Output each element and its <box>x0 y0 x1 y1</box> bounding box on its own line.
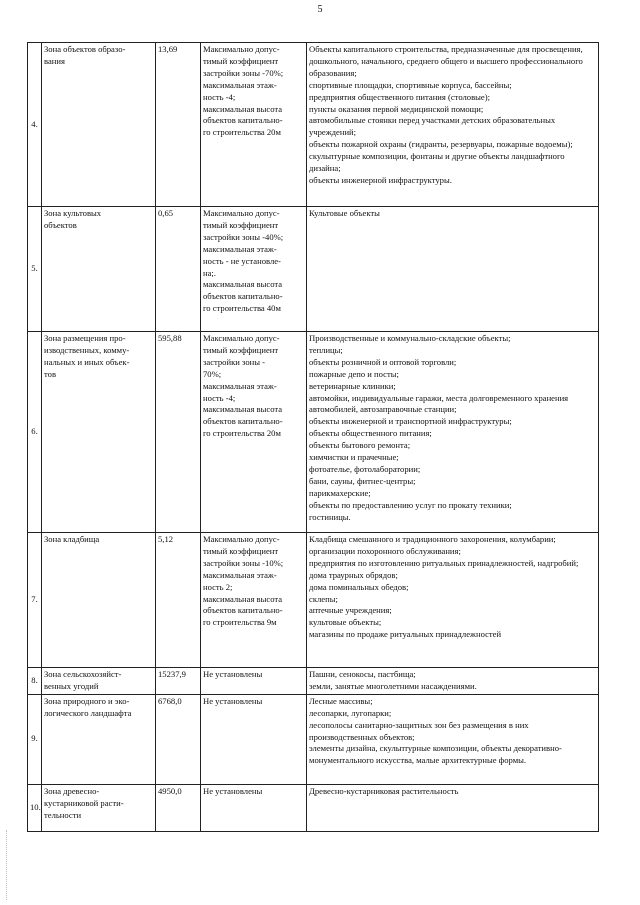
zone-row <box>28 207 599 332</box>
zone-line: тов <box>44 368 56 379</box>
uses-line: скульптурные композиции, фонтаны и другие объекты ландшафтного дизайна; <box>309 151 565 174</box>
uses-line: спортивные площадки, спортивные корпуса, бассейны; <box>309 79 512 90</box>
zone-name <box>42 533 156 668</box>
zone-name <box>42 43 156 207</box>
zone-parameters <box>201 694 307 784</box>
zone-line: Зона культовых <box>44 208 102 218</box>
params-line: максимальная этаж- <box>203 79 277 90</box>
params-line: тимый коэффициент <box>203 55 279 66</box>
uses-line: ветеринарные клиники; <box>309 380 396 391</box>
zone-line: тельности <box>44 809 82 820</box>
zone-parameters <box>201 784 307 831</box>
params-line: Максимально допус- <box>203 44 280 54</box>
zone-row <box>28 332 599 533</box>
uses-line: Лесные массивы; <box>309 695 373 706</box>
params-line: Максимально допус- <box>203 208 280 218</box>
permitted-uses <box>307 332 599 533</box>
uses-line: теплицы; <box>309 344 343 355</box>
params-line: застройки зоны - <box>203 356 266 367</box>
params-line: Не установлены <box>203 669 263 679</box>
zone-line: кустарниковой расти- <box>44 797 124 808</box>
zone-line: Зона природного и эко- <box>44 695 130 706</box>
params-line: застройки зоны -70%; <box>203 67 284 78</box>
zone-name <box>42 668 156 695</box>
uses-line: объекты пожарной охраны (гидранты, резервуары, пожарные водоемы); <box>309 139 573 150</box>
params-line: объектов капитально- <box>203 115 283 126</box>
uses-line: объекты бытового ремонта; <box>309 440 411 451</box>
zone-name <box>42 207 156 332</box>
scan-margin-mark <box>6 830 8 900</box>
zone-line: объектов <box>44 219 77 230</box>
params-line: ность 2; <box>203 581 233 592</box>
zone-line: Зона сельскохозяйст- <box>44 669 122 679</box>
permitted-uses <box>307 668 599 695</box>
uses-line: Объекты капитального строительства, предназначенные для просвещения, дошкольного, начального, среднего общего и высшего профессионального образования; <box>309 44 583 78</box>
params-line: объектов капитально- <box>203 416 283 427</box>
zone-area: 595,88 <box>156 332 201 533</box>
params-line: объектов капитально- <box>203 291 283 302</box>
params-line: ность -4; <box>203 91 236 102</box>
uses-line: культовые объекты; <box>309 617 382 628</box>
zone-row <box>28 694 599 784</box>
uses-line: Культовые объекты <box>309 208 380 218</box>
zones-table <box>27 42 599 832</box>
uses-line: Кладбища смешанного и традиционного захоронения, колумбарии; <box>309 534 556 544</box>
params-line: го строительства 20м <box>203 428 281 439</box>
params-line: максимальная высота <box>203 404 283 415</box>
params-line: Максимально допус- <box>203 534 280 544</box>
zone-parameters <box>201 332 307 533</box>
params-line: 70%; <box>203 368 222 379</box>
zone-line: Зона объектов образо- <box>44 44 126 54</box>
uses-line: объекты общественного питания; <box>309 428 432 439</box>
zone-line: вания <box>44 55 65 66</box>
params-line: го строительства 20м <box>203 127 281 138</box>
uses-line: лесополосы санитарно-защитных зон без размещения в них производственных объектов; <box>309 719 529 742</box>
params-line: тимый коэффициент <box>203 219 279 230</box>
zone-line: Зона древесно- <box>44 785 100 796</box>
uses-line: дома поминальных обедов; <box>309 581 409 592</box>
params-line: тимый коэффициент <box>203 545 279 556</box>
permitted-uses <box>307 694 599 784</box>
zone-row <box>28 668 599 695</box>
zone-area: 15237,9 <box>156 668 201 695</box>
zone-area: 0,65 <box>156 207 201 332</box>
uses-line: элементы дизайна, скульптурные композиции, объекты декоративно-монументального искусства, малые архитектурные формы. <box>309 743 562 766</box>
zone-row <box>28 43 599 207</box>
zone-parameters <box>201 533 307 668</box>
permitted-uses <box>307 533 599 668</box>
zones-table-body <box>28 43 599 832</box>
params-line: го строительства 9м <box>203 617 277 628</box>
uses-line: объекты инженерной и транспортной инфраструктуры; <box>309 416 512 427</box>
zone-area: 13,69 <box>156 43 201 207</box>
params-line: тимый коэффициент <box>203 344 279 355</box>
params-line: застройки зоны -10%; <box>203 557 284 568</box>
params-line: Не установлены <box>203 695 263 706</box>
uses-line: Древесно-кустарниковая растительность <box>309 785 459 796</box>
uses-line: предприятия общественного питания (столовые); <box>309 91 490 102</box>
params-line: максимальная высота <box>203 279 283 290</box>
zone-parameters <box>201 668 307 695</box>
uses-line: объекты по предоставлению услуг по прокату техники; <box>309 499 512 510</box>
uses-line: химчистки и прачечные; <box>309 452 399 463</box>
zone-parameters <box>201 43 307 207</box>
uses-line: лесопарки, лугопарки; <box>309 707 392 718</box>
uses-line: дома траурных обрядов; <box>309 569 398 580</box>
zone-line: изводственных, комму- <box>44 344 130 355</box>
page-number: 5 <box>317 4 323 15</box>
params-line: максимальная высота <box>203 103 283 114</box>
row-number: 10. <box>28 784 42 831</box>
params-line: ность - не установле- <box>203 255 281 266</box>
params-line: объектов капитально- <box>203 605 283 616</box>
zone-row <box>28 784 599 831</box>
params-line: на;. <box>203 267 216 278</box>
params-line: максимальная высота <box>203 593 283 604</box>
uses-line: Производственные и коммунально-складские объекты; <box>309 333 511 343</box>
uses-line: объекты инженерной инфраструктуры. <box>309 174 452 185</box>
zone-line: венных угодий <box>44 680 99 691</box>
zone-line: Зона размещения про- <box>44 333 126 343</box>
zone-row <box>28 533 599 668</box>
uses-line: фотоателье, фотолаборатории; <box>309 463 421 474</box>
zone-line: Зона кладбища <box>44 534 100 544</box>
zone-line: логического ландшафта <box>44 707 132 718</box>
params-line: максимальная этаж- <box>203 243 277 254</box>
zone-area: 6768,0 <box>156 694 201 784</box>
params-line: го строительства 40м <box>203 303 281 314</box>
uses-line: Пашни, сенокосы, пастбища; <box>309 669 416 679</box>
uses-line: склепы; <box>309 593 338 604</box>
params-line: застройки зоны -40%; <box>203 231 284 242</box>
params-line: ность -4; <box>203 392 236 403</box>
row-number: 7. <box>28 533 42 668</box>
uses-line: гостиницы. <box>309 511 351 522</box>
row-number: 9. <box>28 694 42 784</box>
params-line: максимальная этаж- <box>203 569 277 580</box>
uses-line: аптечные учреждения; <box>309 605 392 616</box>
uses-line: автомойки, индивидуальные гаражи, места долговременного хранения автомобилей, автозаправочные станции; <box>309 392 569 415</box>
uses-line: организации похоронного обслуживания; <box>309 545 461 556</box>
permitted-uses <box>307 43 599 207</box>
row-number: 8. <box>28 668 42 695</box>
zone-area: 4950,0 <box>156 784 201 831</box>
permitted-uses <box>307 207 599 332</box>
uses-line: пункты оказания первой медицинской помощи; <box>309 103 484 114</box>
uses-line: земли, занятые многолетними насаждениями. <box>309 680 477 691</box>
uses-line: объекты розничной и оптовой торговли; <box>309 356 457 367</box>
params-line: максимальная этаж- <box>203 380 277 391</box>
params-line: Максимально допус- <box>203 333 280 343</box>
uses-line: пожарные депо и посты; <box>309 368 399 379</box>
uses-line: бани, сауны, фитнес-центры; <box>309 475 416 486</box>
zone-name <box>42 784 156 831</box>
row-number: 4. <box>28 43 42 207</box>
zone-line: нальных и иных объек- <box>44 356 130 367</box>
zone-name <box>42 694 156 784</box>
row-number: 5. <box>28 207 42 332</box>
zone-area: 5,12 <box>156 533 201 668</box>
row-number: 6. <box>28 332 42 533</box>
zone-name <box>42 332 156 533</box>
uses-line: предприятия по изготовлению ритуальных принадлежностей, надгробий; <box>309 557 579 568</box>
permitted-uses <box>307 784 599 831</box>
uses-line: магазины по продаже ритуальных принадлежностей <box>309 629 502 640</box>
uses-line: автомобильные стоянки перед участками детских образовательных учреждений; <box>309 115 556 138</box>
uses-line: парикмахерские; <box>309 487 371 498</box>
zone-parameters <box>201 207 307 332</box>
params-line: Не установлены <box>203 785 263 796</box>
